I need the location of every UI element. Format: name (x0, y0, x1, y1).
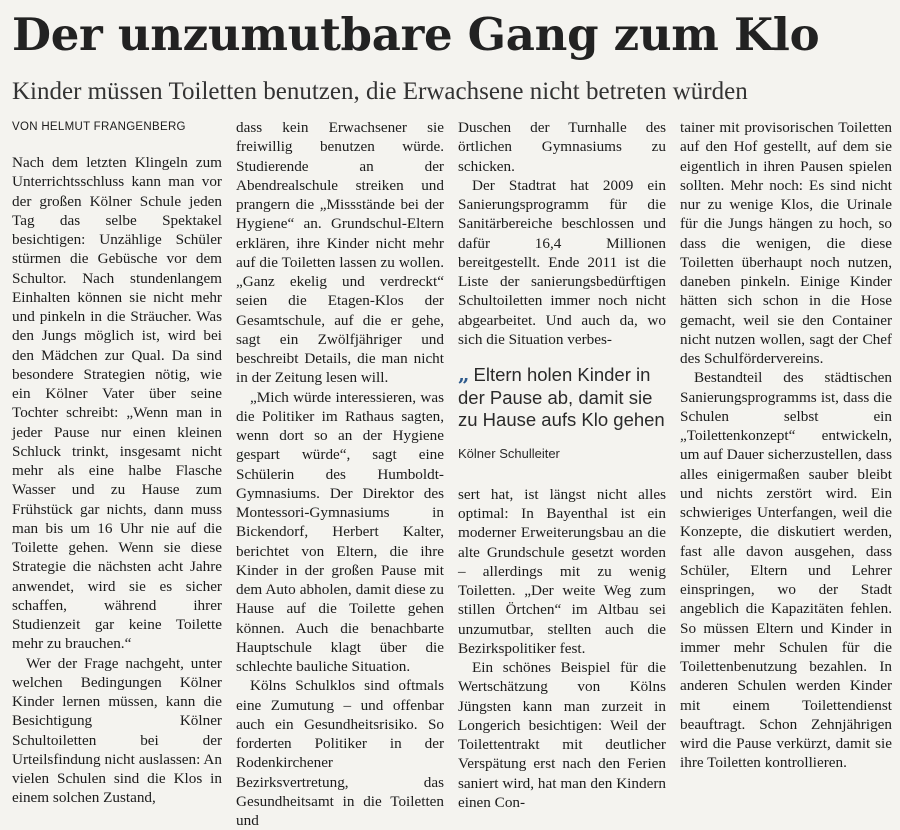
paragraph: „Mich würde interessieren, was die Politiker im Rathaus sagten, wenn dort so an der Hygiene gespart würde“, sagt eine Schülerin des Humboldt-Gymnasiums. Der Direktor des Montessori-Gymnasiums in Bickendorf, Herbert Kalter, berichtet von Eltern, die ihre Kinder in der großen Pause mit dem Auto abholen, damit diese zu Hause auf die Toilette gehen können. Auch die benachbarte Hauptschule klagt über die schlechte bauliche Situation. (236, 388, 444, 675)
paragraph: sert hat, ist längst nicht alles optimal: In Bayenthal ist ein moderner Erweiterungsbau an die alte Grundschule gesetzt worden – allerdings mit zu wenig Toiletten. „Der weite Weg zum stillen Örtchen“ im Altbau sei unzumutbar, stellten auch die Bezirkspolitiker fest. (458, 485, 666, 657)
subheadline: Kinder müssen Toiletten benutzen, die Erwachsene nicht betreten würden (12, 78, 748, 105)
headline: Der unzumutbare Gang zum Klo (12, 8, 820, 61)
pull-quote (458, 363, 666, 463)
paragraph: Der Stadtrat hat 2009 ein Sanierungsprogramm für die Sanitärbereiche beschlossen und dafür 16,4 Millionen bereitgestellt. Ende 2011 ist die Liste der sanierungsbedürftigen Schultoiletten immer noch nicht abgearbeitet. Und auch da, wo sich die Situation verbes- (458, 176, 666, 348)
paragraph: Wer der Frage nachgeht, unter welchen Bedingungen Kölner Kinder lernen müssen, kann die Besichtigung Kölner Schultoiletten bei der Urteilsfindung nicht auslassen: An vielen Schulen sind die Klos in einem solchen Zustand, (12, 654, 222, 807)
quote-mark-icon: „ (458, 362, 470, 386)
byline: VON HELMUT FRANGENBERG (12, 121, 186, 133)
column-2 (236, 118, 444, 829)
paragraph: tainer mit provisorischen Toiletten auf den Hof gestellt, auf dem sie eigentlich in ihren Pausen spielen sollten. Mehr noch: Es sind nicht nur zu wenige Klos, die Urinale für die Jungs hängen zu hoch, so dass die wenigen, die diese Toiletten überhaupt noch nutzen, daneben pinkeln. Einige Kinder hätten sich schon in die Hose gemacht, weil sie den Container nicht nutzen wollen, sagt der Chef des Schulfördervereins. (680, 119, 892, 367)
paragraph: Kölns Schulklos sind oftmals eine Zumutung – und offenbar auch ein Gesundheitsrisiko. So forderten Politiker in der Rodenkirchener Bezirksvertretung, das Gesundheitsamt in die Toiletten und (236, 677, 444, 829)
paragraph: dass kein Erwachsener sie freiwillig benutzen würde. Studierende an der Abendrealschule streiken und prangern die „Missstände bei der Hygiene“ an. Grundschul-Eltern erklären, ihre Kinder nicht mehr auf die Toiletten lassen zu wollen. „Ganz ekelig und verdreckt“ seien die Etagen-Klos der Gesamtschule, auf die er gehe, sagt ein Zwölfjähriger und beschreibt Details, die man nicht in der Zeitung lesen will. (236, 119, 444, 387)
column-4 (680, 118, 892, 772)
column-3 (458, 118, 666, 811)
paragraph: Nach dem letzten Klingeln zum Unterrichtsschluss kann man vor der großen Kölner Schule jeden Tag das selbe Spektakel besichtigen: Unzählige Schüler stürmen die Gebüsche vor dem Schultor. Nach stundenlangem Einhalten können sie nicht mehr und pinkeln in die Sträucher. Was den Jungs möglich ist, wird bei den Mädchen zur Qual. Da sind besondere Strategien nötig, wie ein Kölner Vater über seine Tochter schreibt: „Wenn man in jeder Pause nur einen kleinen Schluck trinkt, insgesamt nicht mehr als eine halbe Flasche Wasser und zu Hause zum Frühstück gar nichts, dann muss man bis um 16 Uhr nie auf die Toilette gehen. Wenn sie diese Strategie die nächsten acht Jahre anwendet, wird sie es sicher schaffen, während ihrer Studienzeit gar keine Toilette mehr zu brauchen.“ (12, 154, 222, 653)
paragraph: Duschen der Turnhalle des örtlichen Gymnasiums zu schicken. (458, 119, 666, 175)
pull-quote-text: „ Eltern holen Kinder in der Pause ab, damit sie zu Hause aufs Klo gehen (458, 362, 665, 430)
paragraph: Bestandteil des städtischen Sanierungsprogramms ist, dass die Schulen selbst ein „Toilettenkonzept“ entwickeln, um auf Dauer sicherzustellen, dass alles einigermaßen sauber bleibt und nichts zerstört wird. Ein schwieriges Unterfangen, weil die Konzepte, die diskutiert werden, fast alle davon ausgehen, dass Schüler, Eltern und Lehrer einspringen, wo der Stadt angeblich die Kapazitäten fehlen. So müssen Eltern und Kinder in immer mehr Schulen für die Toilettenbenutzung bezahlen. In anderen Schulen werden Kinder mit einem Toilettendienst beauftragt. Schon Zehnjährigen wird die Pause verkürzt, damit sie ihre Toiletten kontrollieren. (680, 369, 892, 772)
pull-quote-source: Kölner Schulleiter (458, 445, 560, 461)
paragraph: Ein schönes Beispiel für die Wertschätzung von Kölns Jüngsten kann man zurzeit in Longerich besichtigen: Weil der Toilettentrakt mit deutlicher Verspätung erst nach den Ferien saniert wird, hat man den Kindern einen Con- (458, 659, 666, 811)
column-1 (12, 118, 222, 807)
